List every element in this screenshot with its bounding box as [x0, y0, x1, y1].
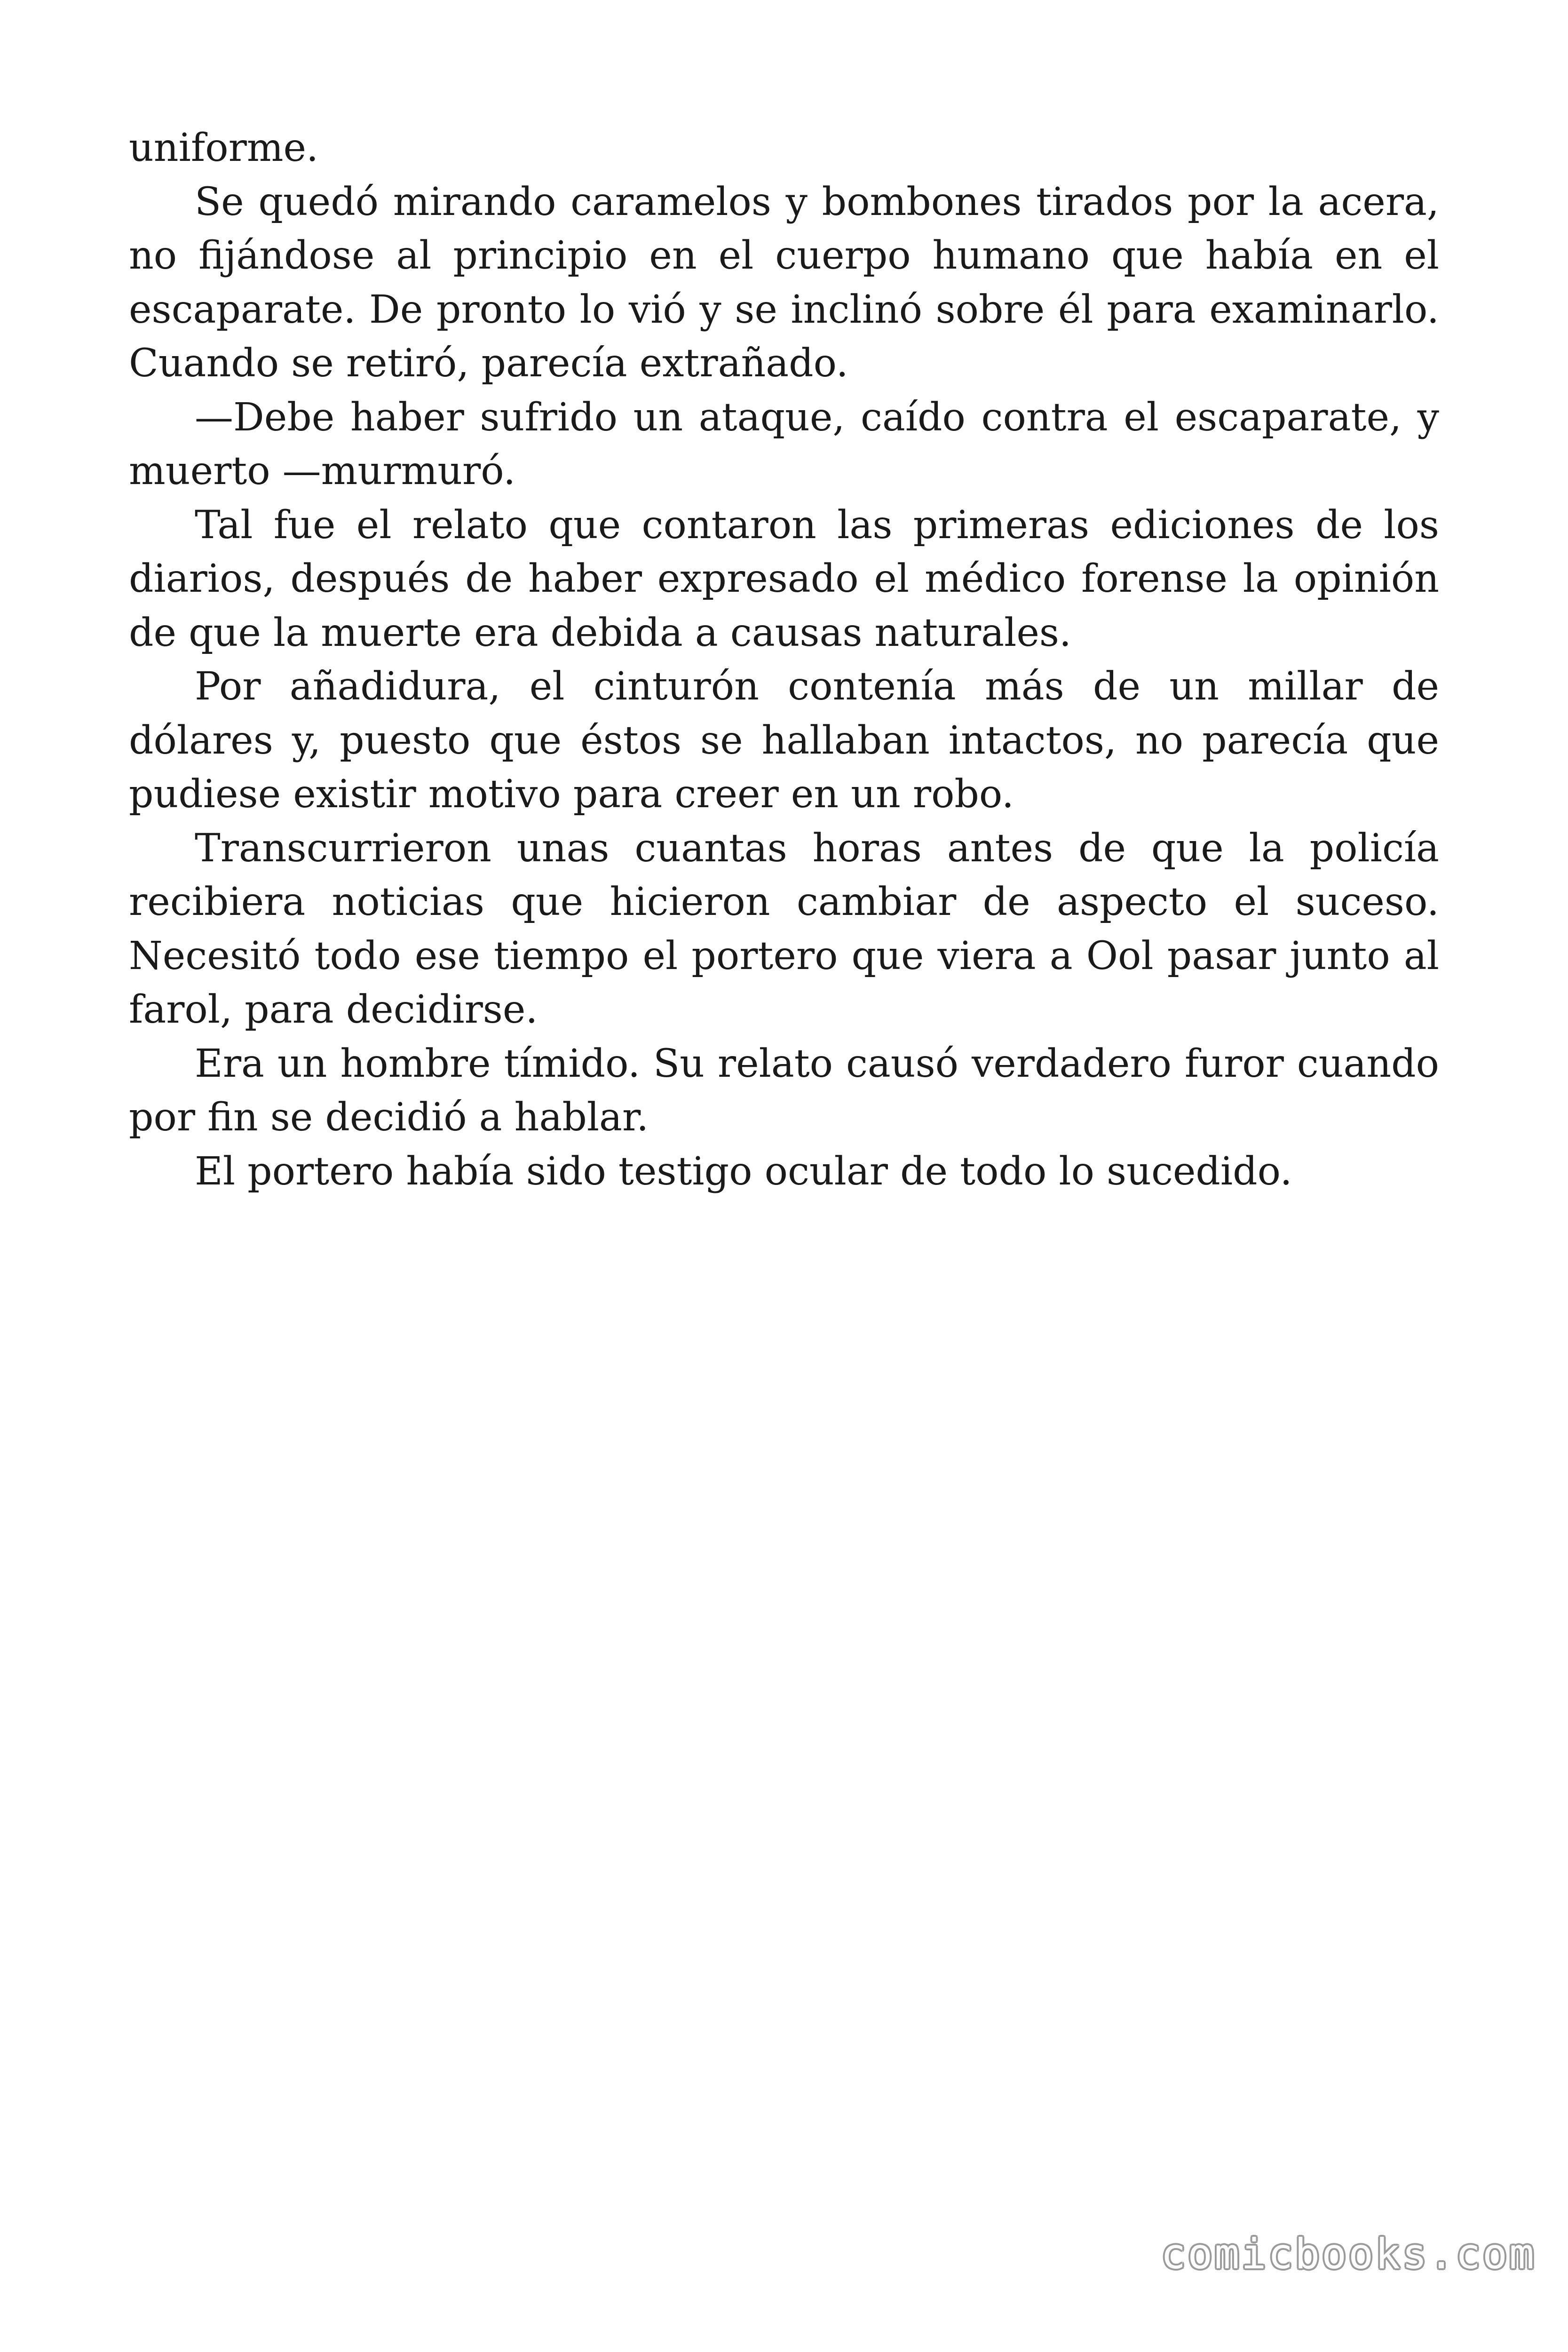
paragraph-continuation: uniforme. [129, 126, 319, 170]
paragraph: Por añadidura, el cinturón contenía más de un millar de dólares y, puesto que éstos se hallaban intactos, no parecía que pudiese existir motivo para creer en un robo. [129, 664, 1439, 817]
paragraph: Se quedó mirando caramelos y bombones tirados por la acera, no fijándose al principio en el cuerpo humano que había en el escaparate. De pronto lo vió y se inclinó sobre él para examinarlo. Cuando se retiró, parecía extrañado. [129, 179, 1439, 386]
body-text [129, 121, 1439, 1199]
paragraph: Transcurrieron unas cuantas horas antes de que la policía recibiera noticias que hicieron cambiar de aspecto el suceso. Necesitó todo ese tiempo el portero que viera a Ool pasar junto al farol, para decidirse. [129, 826, 1439, 1032]
paragraph: Era un hombre tímido. Su relato causó verdadero furor cuando por fin se decidió a hablar. [129, 1041, 1439, 1140]
paragraph: El portero había sido testigo ocular de todo lo sucedido. [195, 1149, 1292, 1194]
paragraph: Tal fue el relato que contaron las primeras ediciones de los diarios, después de haber expresado el médico forense la opinión de que la muerte era debida a causas naturales. [129, 502, 1439, 655]
paragraph-dialogue: —Debe haber sufrido un ataque, caído contra el escaparate, y muerto —murmuró. [129, 395, 1439, 493]
watermark-text: comicbooks.com [1161, 2230, 1536, 2278]
